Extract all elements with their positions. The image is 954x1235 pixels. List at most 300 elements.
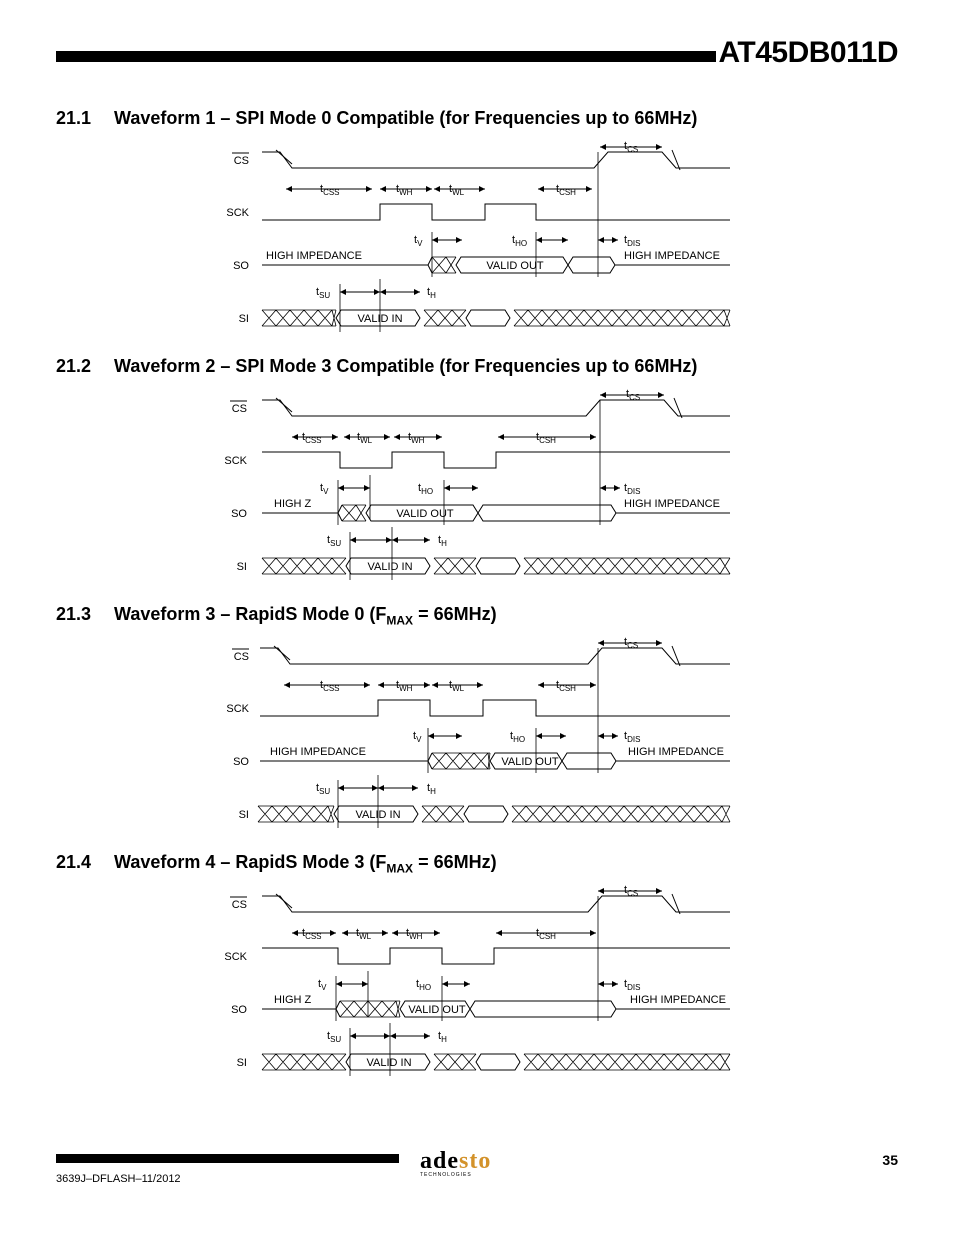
timing-label-twh bbox=[408, 431, 425, 445]
timing-arrow-dis-head-right bbox=[612, 981, 618, 987]
si-data-box bbox=[464, 806, 508, 822]
timing-label-tcsh bbox=[556, 183, 576, 197]
timing-arrow-h-head-left bbox=[378, 785, 384, 791]
si-hatch-mid-pattern bbox=[434, 558, 476, 574]
sck-waveform bbox=[260, 700, 730, 716]
si-hatch-mid bbox=[434, 1054, 476, 1070]
timing-arrow-wl-head-right bbox=[477, 682, 483, 688]
timing-arrow-su-head-left bbox=[350, 1033, 356, 1039]
logo-word-b: sto bbox=[459, 1148, 492, 1174]
section-heading-21-1 bbox=[56, 108, 697, 129]
si-hatch-left bbox=[262, 1054, 346, 1070]
timing-label-tho bbox=[510, 730, 525, 744]
section-title-end: = 66MHz) bbox=[413, 604, 497, 624]
timing-label-tho-t: t bbox=[510, 730, 514, 742]
si-hatch-mid-pattern bbox=[434, 1054, 476, 1070]
timing-label-tcss-t: t bbox=[320, 679, 324, 691]
sck-waveform bbox=[262, 948, 730, 964]
timing-arrow-su-head-right bbox=[372, 785, 378, 791]
si-hatch-left-pattern bbox=[262, 310, 336, 326]
so-hatch-edge bbox=[336, 1001, 340, 1017]
timing-label-tcsh-t: t bbox=[536, 431, 540, 443]
timing-label-twl bbox=[356, 927, 372, 941]
timing-label-tsu-subscript: SU bbox=[330, 1035, 342, 1044]
header-rule bbox=[56, 51, 716, 62]
section-number: 21.4 bbox=[56, 852, 92, 872]
cs-tick-1 bbox=[276, 398, 292, 412]
valid-out-label: VALID OUT bbox=[486, 260, 544, 272]
timing-label-tcss-subscript: CSS bbox=[323, 684, 340, 693]
timing-label-tdis bbox=[624, 730, 640, 744]
timing-arrow-wl-head-right bbox=[384, 434, 390, 440]
timing-label-tcsh-subscript: CSH bbox=[559, 684, 576, 693]
signal-label-sck: SCK bbox=[224, 951, 247, 963]
so-hatch-edge bbox=[338, 505, 342, 521]
cs-waveform bbox=[262, 896, 730, 912]
timing-arrow-css-head-right bbox=[366, 186, 372, 192]
timing-arrow-ho-head-left bbox=[536, 733, 542, 739]
timing-arrow-ho-head-right bbox=[472, 485, 478, 491]
so-label-left: HIGH IMPEDANCE bbox=[266, 250, 362, 262]
valid-in-label: VALID IN bbox=[357, 313, 403, 325]
footer-rule bbox=[56, 1154, 399, 1163]
signal-label-so: SO bbox=[231, 1004, 247, 1016]
timing-arrow-su-head-right bbox=[386, 537, 392, 543]
timing-label-tsu-t: t bbox=[316, 782, 320, 794]
timing-label-th bbox=[427, 286, 436, 300]
timing-label-tsu-t: t bbox=[327, 534, 331, 546]
section-title-subscript: MAX bbox=[386, 613, 414, 628]
timing-arrow-wh-head-left bbox=[378, 682, 384, 688]
timing-label-tdis-t: t bbox=[624, 730, 628, 742]
timing-label-tcs-subscript: CS bbox=[629, 393, 641, 402]
si-hatch-left-pattern bbox=[262, 558, 346, 574]
timing-arrow-ho-head-left bbox=[444, 485, 450, 491]
timing-label-tcss-subscript: CSS bbox=[305, 436, 322, 445]
timing-label-tho-subscript: HO bbox=[419, 983, 432, 992]
timing-label-tcss bbox=[302, 927, 322, 941]
timing-label-tho-t: t bbox=[416, 978, 420, 990]
si-hatch-right-pattern bbox=[524, 558, 730, 574]
signal-label-so: SO bbox=[233, 260, 249, 272]
timing-arrow-su-head-left bbox=[350, 537, 356, 543]
so-label-left: HIGH Z bbox=[274, 994, 312, 1006]
timing-label-tv bbox=[318, 978, 327, 992]
cs-tick-2 bbox=[672, 646, 680, 666]
waveform-diagram-3 bbox=[0, 628, 954, 828]
section-title-end: = 66MHz) bbox=[413, 852, 497, 872]
timing-label-twl-subscript: WL bbox=[452, 188, 465, 197]
si-hatch-left bbox=[262, 558, 346, 574]
si-hatch-right-pattern bbox=[524, 1054, 730, 1070]
timing-label-tv-t: t bbox=[318, 978, 322, 990]
si-hatch-right bbox=[524, 558, 730, 574]
cs-tick-2 bbox=[674, 398, 682, 418]
signal-label-cs: CS bbox=[233, 155, 249, 167]
timing-arrow-dis-head-left bbox=[598, 237, 604, 243]
si-data-box bbox=[476, 1054, 520, 1070]
si-data-box bbox=[476, 558, 520, 574]
timing-label-th-t: t bbox=[427, 782, 431, 794]
timing-arrow-wh-head-left bbox=[392, 930, 398, 936]
timing-arrow-v-head-left bbox=[428, 733, 434, 739]
adesto-logo bbox=[420, 1148, 510, 1182]
valid-in-label: VALID IN bbox=[367, 561, 413, 573]
timing-arrow-css-head-right bbox=[364, 682, 370, 688]
timing-label-tv-t: t bbox=[413, 730, 417, 742]
timing-arrow-h-head-left bbox=[380, 289, 386, 295]
timing-arrow-su-head-right bbox=[384, 1033, 390, 1039]
section-title: Waveform 3 – RapidS Mode 0 (F bbox=[114, 604, 387, 624]
timing-label-tcsh-subscript: CSH bbox=[539, 932, 556, 941]
timing-arrow-cs-head-left bbox=[600, 144, 606, 150]
timing-label-twl bbox=[449, 679, 465, 693]
page-number: 35 bbox=[882, 1152, 898, 1168]
timing-arrow-cs-head-right bbox=[656, 144, 662, 150]
cs-tick-1 bbox=[276, 894, 292, 908]
timing-arrow-csh-head-left bbox=[538, 682, 544, 688]
timing-label-tdis bbox=[624, 234, 640, 248]
waveform-diagram-2 bbox=[0, 380, 954, 580]
timing-label-twl-t: t bbox=[357, 431, 361, 443]
timing-label-tcs-subscript: CS bbox=[627, 145, 639, 154]
si-hatch-left-pattern bbox=[262, 1054, 346, 1070]
timing-label-tdis-subscript: DIS bbox=[627, 239, 641, 248]
timing-arrow-css-head-right bbox=[330, 930, 336, 936]
signal-label-si: SI bbox=[238, 313, 249, 325]
timing-arrow-wl-head-left bbox=[344, 434, 350, 440]
timing-label-twl-t: t bbox=[449, 183, 453, 195]
signal-label-sck: SCK bbox=[226, 207, 249, 219]
logo-wordmark bbox=[420, 1148, 510, 1175]
timing-label-twh-subscript: WH bbox=[411, 436, 425, 445]
si-hatch-mid-pattern bbox=[422, 806, 464, 822]
timing-arrow-csh-head-left bbox=[498, 434, 504, 440]
timing-label-tdis-subscript: DIS bbox=[627, 735, 641, 744]
timing-label-tcss bbox=[320, 183, 340, 197]
timing-label-twh bbox=[396, 183, 413, 197]
signal-label-so: SO bbox=[233, 756, 249, 768]
so-label-right: HIGH IMPEDANCE bbox=[624, 498, 720, 510]
timing-label-th bbox=[427, 782, 436, 796]
so-label-left: HIGH IMPEDANCE bbox=[270, 746, 366, 758]
timing-label-tcs bbox=[624, 140, 638, 154]
so-label-right: HIGH IMPEDANCE bbox=[628, 746, 724, 758]
timing-label-tcss-t: t bbox=[320, 183, 324, 195]
timing-label-tcs-t: t bbox=[624, 140, 628, 152]
so-data-box bbox=[562, 753, 616, 769]
timing-arrow-css-head-right bbox=[332, 434, 338, 440]
timing-label-tsu-t: t bbox=[316, 286, 320, 298]
valid-in-label: VALID IN bbox=[366, 1057, 412, 1069]
timing-label-tho-t: t bbox=[512, 234, 516, 246]
so-transition-hatch-pattern bbox=[342, 505, 366, 521]
timing-label-th-t: t bbox=[438, 534, 442, 546]
section-number: 21.2 bbox=[56, 356, 92, 376]
timing-label-tdis-t: t bbox=[624, 234, 628, 246]
timing-arrow-h-head-right bbox=[424, 1033, 430, 1039]
timing-label-tho-subscript: HO bbox=[513, 735, 526, 744]
timing-label-tcsh-t: t bbox=[556, 679, 560, 691]
timing-label-tsu-t: t bbox=[327, 1030, 331, 1042]
timing-arrow-v-head-right bbox=[456, 237, 462, 243]
timing-arrow-ho-head-right bbox=[560, 733, 566, 739]
cs-waveform bbox=[260, 648, 730, 664]
timing-arrow-css-head-left bbox=[292, 930, 298, 936]
timing-label-tho bbox=[416, 978, 431, 992]
timing-label-tcsh-subscript: CSH bbox=[559, 188, 576, 197]
si-hatch-mid bbox=[434, 558, 476, 574]
timing-label-th bbox=[438, 534, 447, 548]
so-transition-hatch bbox=[340, 1001, 400, 1017]
timing-arrow-h-head-left bbox=[392, 537, 398, 543]
timing-arrow-wl-head-right bbox=[479, 186, 485, 192]
timing-label-tdis bbox=[624, 482, 640, 496]
timing-label-twl-t: t bbox=[449, 679, 453, 691]
timing-label-tcsh bbox=[536, 431, 556, 445]
valid-out-label: VALID OUT bbox=[408, 1004, 466, 1016]
timing-label-twh-t: t bbox=[396, 679, 400, 691]
timing-label-tcs bbox=[624, 884, 638, 898]
timing-label-tcs-t: t bbox=[626, 388, 630, 400]
si-hatch-right bbox=[514, 310, 730, 326]
timing-label-tsu-subscript: SU bbox=[319, 787, 331, 796]
timing-label-tdis-subscript: DIS bbox=[627, 487, 641, 496]
timing-arrow-su-head-left bbox=[338, 785, 344, 791]
timing-arrow-su-head-right bbox=[374, 289, 380, 295]
timing-label-twh-subscript: WH bbox=[409, 932, 423, 941]
timing-label-tho bbox=[418, 482, 433, 496]
document-title: AT45DB011D bbox=[718, 36, 898, 69]
timing-arrow-wl-head-left bbox=[432, 682, 438, 688]
timing-arrow-ho-head-left bbox=[536, 237, 542, 243]
timing-arrow-dis-head-right bbox=[612, 237, 618, 243]
si-hatch-mid bbox=[424, 310, 466, 326]
timing-arrow-css-head-left bbox=[292, 434, 298, 440]
sck-waveform bbox=[262, 452, 730, 468]
timing-label-th-subscript: H bbox=[441, 539, 447, 548]
timing-arrow-v-head-right bbox=[362, 981, 368, 987]
timing-arrow-dis-head-right bbox=[612, 733, 618, 739]
timing-arrow-ho-head-right bbox=[464, 981, 470, 987]
timing-label-tsu-subscript: SU bbox=[330, 539, 342, 548]
timing-arrow-wh-head-right bbox=[426, 186, 432, 192]
timing-arrow-cs-head-right bbox=[656, 640, 662, 646]
timing-label-tv bbox=[414, 234, 423, 248]
si-hatch-left bbox=[258, 806, 334, 822]
timing-label-tcs bbox=[624, 636, 638, 650]
timing-label-twl-t: t bbox=[356, 927, 360, 939]
timing-label-tv-subscript: V bbox=[416, 735, 422, 744]
timing-label-th-t: t bbox=[438, 1030, 442, 1042]
timing-arrow-v-head-left bbox=[432, 237, 438, 243]
timing-label-tsu bbox=[327, 1030, 341, 1044]
cs-tick-2 bbox=[672, 150, 680, 170]
timing-arrow-ho-head-left bbox=[442, 981, 448, 987]
timing-arrow-wh-head-left bbox=[394, 434, 400, 440]
sck-waveform bbox=[262, 204, 730, 220]
signal-label-sck: SCK bbox=[226, 703, 249, 715]
so-label-left: HIGH Z bbox=[274, 498, 312, 510]
timing-arrow-wh-head-right bbox=[436, 434, 442, 440]
timing-arrow-csh-head-right bbox=[590, 930, 596, 936]
timing-label-twh-t: t bbox=[408, 431, 412, 443]
cs-tick-1 bbox=[274, 646, 290, 660]
timing-arrow-cs-head-left bbox=[600, 392, 606, 398]
timing-arrow-ho-head-right bbox=[562, 237, 568, 243]
timing-label-tv-subscript: V bbox=[321, 983, 327, 992]
timing-label-tcss-subscript: CSS bbox=[305, 932, 322, 941]
so-label-right: HIGH IMPEDANCE bbox=[624, 250, 720, 262]
timing-label-tho-subscript: HO bbox=[421, 487, 434, 496]
waveform-diagram-1 bbox=[0, 132, 954, 332]
timing-label-th-subscript: H bbox=[441, 1035, 447, 1044]
timing-label-twl bbox=[449, 183, 465, 197]
so-data-box bbox=[478, 505, 616, 521]
signal-label-sck: SCK bbox=[224, 455, 247, 467]
section-number: 21.1 bbox=[56, 108, 92, 128]
section-title: Waveform 2 – SPI Mode 3 Compatible (for Frequencies up to 66MHz) bbox=[114, 356, 698, 376]
section-heading-21-2 bbox=[56, 356, 697, 377]
timing-arrow-v-head-right bbox=[364, 485, 370, 491]
timing-label-tcsh bbox=[536, 927, 556, 941]
so-hatch-edge bbox=[428, 753, 432, 769]
timing-arrow-dis-head-right bbox=[614, 485, 620, 491]
timing-arrow-h-head-right bbox=[414, 289, 420, 295]
timing-arrow-wh-head-left bbox=[380, 186, 386, 192]
timing-label-twh-subscript: WH bbox=[399, 684, 413, 693]
timing-label-tcs-subscript: CS bbox=[627, 641, 639, 650]
timing-label-tho bbox=[512, 234, 527, 248]
valid-in-label: VALID IN bbox=[355, 809, 401, 821]
waveform-diagram-4 bbox=[0, 876, 954, 1076]
timing-label-tcs-subscript: CS bbox=[627, 889, 639, 898]
section-title-subscript: MAX bbox=[386, 861, 414, 876]
timing-label-tsu bbox=[316, 782, 330, 796]
so-data-box bbox=[568, 257, 615, 273]
timing-label-tcss-t: t bbox=[302, 927, 306, 939]
signal-label-cs: CS bbox=[231, 403, 247, 415]
timing-arrow-cs-head-right bbox=[658, 392, 664, 398]
timing-label-tv bbox=[413, 730, 422, 744]
timing-label-tdis-subscript: DIS bbox=[627, 983, 641, 992]
timing-label-tv-subscript: V bbox=[323, 487, 329, 496]
timing-arrow-h-head-right bbox=[424, 537, 430, 543]
section-title: Waveform 1 – SPI Mode 0 Compatible (for Frequencies up to 66MHz) bbox=[114, 108, 698, 128]
timing-label-tcsh-t: t bbox=[536, 927, 540, 939]
timing-label-tcs bbox=[626, 388, 640, 402]
timing-label-tho-subscript: HO bbox=[515, 239, 528, 248]
timing-arrow-csh-head-left bbox=[496, 930, 502, 936]
signal-label-si: SI bbox=[236, 561, 247, 573]
timing-label-tcss-subscript: CSS bbox=[323, 188, 340, 197]
cs-tick-1 bbox=[276, 150, 292, 164]
timing-arrow-cs-head-right bbox=[656, 888, 662, 894]
timing-label-tdis-t: t bbox=[624, 978, 628, 990]
signal-label-cs: CS bbox=[233, 651, 249, 663]
timing-label-tcs-t: t bbox=[624, 636, 628, 648]
timing-label-th-subscript: H bbox=[430, 291, 436, 300]
timing-label-tcsh-t: t bbox=[556, 183, 560, 195]
si-hatch-left bbox=[262, 310, 336, 326]
si-hatch-right-pattern bbox=[512, 806, 730, 822]
timing-arrow-csh-head-right bbox=[590, 434, 596, 440]
si-hatch-right bbox=[512, 806, 730, 822]
timing-arrow-h-head-left bbox=[390, 1033, 396, 1039]
timing-arrow-wl-head-left bbox=[342, 930, 348, 936]
timing-label-twh-subscript: WH bbox=[399, 188, 413, 197]
timing-arrow-csh-head-right bbox=[590, 682, 596, 688]
timing-label-twl-subscript: WL bbox=[359, 932, 372, 941]
so-transition-hatch bbox=[342, 505, 366, 521]
timing-label-twh-t: t bbox=[406, 927, 410, 939]
timing-label-tsu bbox=[316, 286, 330, 300]
timing-arrow-v-head-left bbox=[336, 981, 342, 987]
signal-label-so: SO bbox=[231, 508, 247, 520]
timing-arrow-css-head-left bbox=[284, 682, 290, 688]
cs-waveform bbox=[262, 400, 730, 416]
timing-label-tv-subscript: V bbox=[417, 239, 423, 248]
timing-arrow-wh-head-right bbox=[434, 930, 440, 936]
document-code: 3639J–DFLASH–11/2012 bbox=[56, 1173, 181, 1185]
section-heading-21-3 bbox=[56, 604, 497, 628]
timing-label-tcsh bbox=[556, 679, 576, 693]
valid-out-label: VALID OUT bbox=[396, 508, 454, 520]
timing-label-twl bbox=[357, 431, 373, 445]
timing-arrow-css-head-left bbox=[286, 186, 292, 192]
timing-arrow-csh-head-right bbox=[586, 186, 592, 192]
si-hatch-right-pattern bbox=[514, 310, 730, 326]
timing-label-tdis bbox=[624, 978, 640, 992]
timing-arrow-wh-head-right bbox=[424, 682, 430, 688]
timing-label-tsu-subscript: SU bbox=[319, 291, 331, 300]
timing-label-tho-t: t bbox=[418, 482, 422, 494]
timing-label-tcss-t: t bbox=[302, 431, 306, 443]
timing-arrow-dis-head-left bbox=[598, 733, 604, 739]
valid-out-label: VALID OUT bbox=[501, 756, 559, 768]
si-hatch-left-pattern bbox=[258, 806, 334, 822]
logo-tagline: TECHNOLOGIES bbox=[420, 1172, 472, 1178]
timing-label-tcss bbox=[302, 431, 322, 445]
timing-label-twh bbox=[396, 679, 413, 693]
timing-arrow-wl-head-right bbox=[382, 930, 388, 936]
timing-label-tv-t: t bbox=[414, 234, 418, 246]
so-transition-hatch bbox=[432, 257, 456, 273]
timing-arrow-dis-head-left bbox=[600, 485, 606, 491]
timing-label-twh bbox=[406, 927, 423, 941]
so-transition-hatch-pattern bbox=[432, 753, 490, 769]
timing-arrow-su-head-left bbox=[340, 289, 346, 295]
timing-label-th bbox=[438, 1030, 447, 1044]
si-data-box bbox=[466, 310, 510, 326]
timing-label-tsu bbox=[327, 534, 341, 548]
so-data-box bbox=[470, 1001, 616, 1017]
timing-arrow-wl-head-left bbox=[434, 186, 440, 192]
cs-waveform bbox=[262, 152, 730, 168]
si-hatch-mid-pattern bbox=[424, 310, 466, 326]
timing-label-tcsh-subscript: CSH bbox=[539, 436, 556, 445]
timing-arrow-v-head-right bbox=[456, 733, 462, 739]
timing-label-twl-subscript: WL bbox=[360, 436, 373, 445]
section-heading-21-4 bbox=[56, 852, 497, 876]
signal-label-cs: CS bbox=[231, 899, 247, 911]
so-transition-hatch-pattern bbox=[432, 257, 456, 273]
timing-arrow-h-head-right bbox=[412, 785, 418, 791]
timing-label-th-subscript: H bbox=[430, 787, 436, 796]
section-number: 21.3 bbox=[56, 604, 92, 624]
timing-arrow-cs-head-left bbox=[598, 888, 604, 894]
si-hatch-right bbox=[524, 1054, 730, 1070]
